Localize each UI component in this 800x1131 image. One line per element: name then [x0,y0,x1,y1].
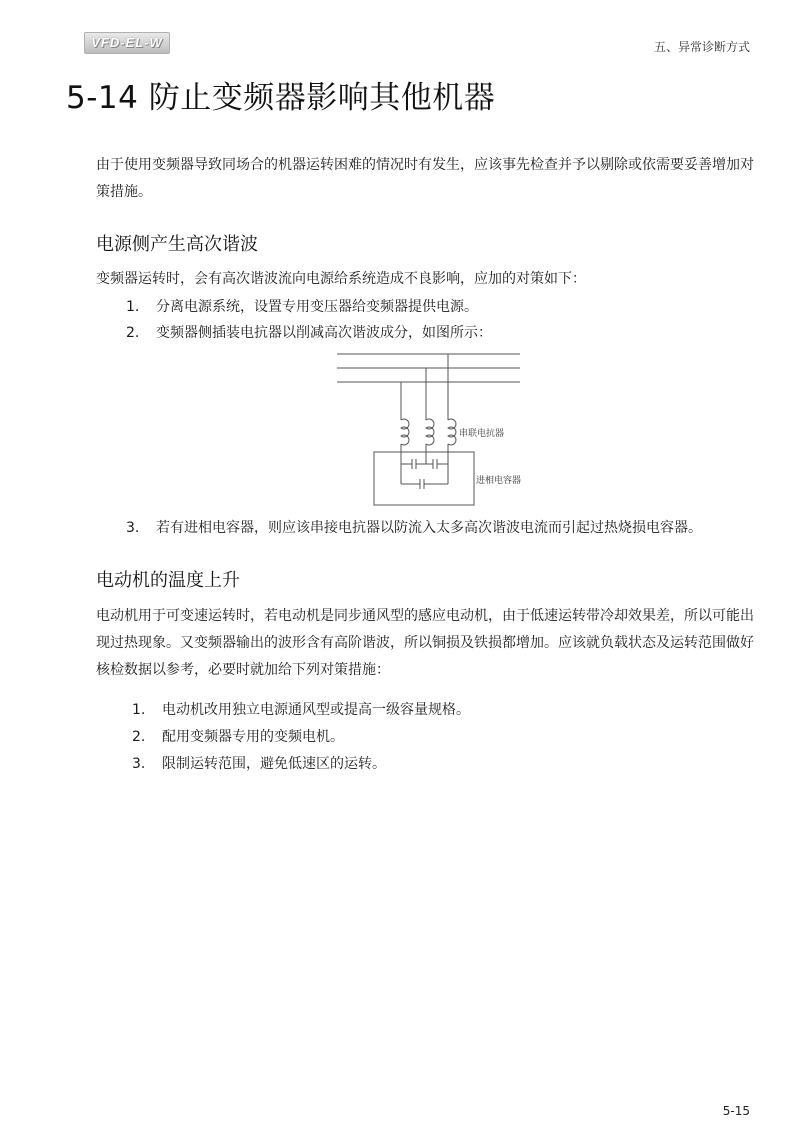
list-item-number: 1. [126,299,140,315]
list-item-text: 限制运转范围，避免低速区的运转。 [162,756,386,772]
list-item-text: 分离电源系统，设置专用变压器给变频器提供电源。 [156,299,478,315]
reactor-capacitor-diagram [332,346,532,511]
list-item-number: 3. [126,520,140,536]
reactor-label: 串联电抗器 [459,429,505,439]
section-heading-motor-temp: 电动机的温度上升 [96,570,240,591]
reactor-coil [448,419,456,445]
list-item-number: 2. [132,729,146,745]
list-item-text: 若有进相电容器，则应该串接电抗器以防流入太多高次谐波电流而引起过热烧损电容器。 [156,520,702,536]
capacitor-label: 进相电容器 [476,476,522,486]
reactor-coil [401,419,409,445]
list-item [132,727,344,747]
page-title: 5-14 防止变频器影响其他机器 [66,80,496,116]
section-heading-harmonics: 电源侧产生高次谐波 [96,234,258,255]
list-item-number: 2. [126,325,140,341]
list-item-number: 3. [132,756,146,772]
list-item-text: 电动机改用独立电源通风型或提高一级容量规格。 [162,702,470,718]
harmonics-paragraph: 变频器运转时，会有高次谐波流向电源给系统造成不良影响，应加的对策如下： [96,271,586,287]
list-item [132,700,470,720]
reactor-coil [426,419,434,445]
list-item-text: 配用变频器专用的变频电机。 [162,729,344,745]
list-item [132,754,386,774]
list-item [126,323,492,343]
list-item [126,297,478,317]
list-item [126,518,702,538]
list-item-text: 变频器侧插装电抗器以削减高次谐波成分，如图所示： [156,325,492,341]
list-item-number: 1. [132,702,146,718]
page-number: 5-15 [722,1104,750,1118]
brand-logo: VFD-EL-W [84,32,170,54]
motor-temp-paragraph: 电动机用于可变速运转时，若电动机是同步通风型的感应电动机，由于低速运转带冷却效果差，所以可能出现过热现象。又变频器输出的波形含有高阶谐波，所以铜损及铁损都增加。应该就负载状态及运转范围做好核检数据以参考，必要时就加给下列对策措施： [96,608,754,678]
section-label: 五、异常诊断方式 [653,40,750,54]
load-enclosure [374,452,474,505]
intro-paragraph: 由于使用变频器导致同场合的机器运转困难的情况时有发生，应该事先检查并予以剔除或依需要妥善增加对策措施。 [96,157,754,200]
